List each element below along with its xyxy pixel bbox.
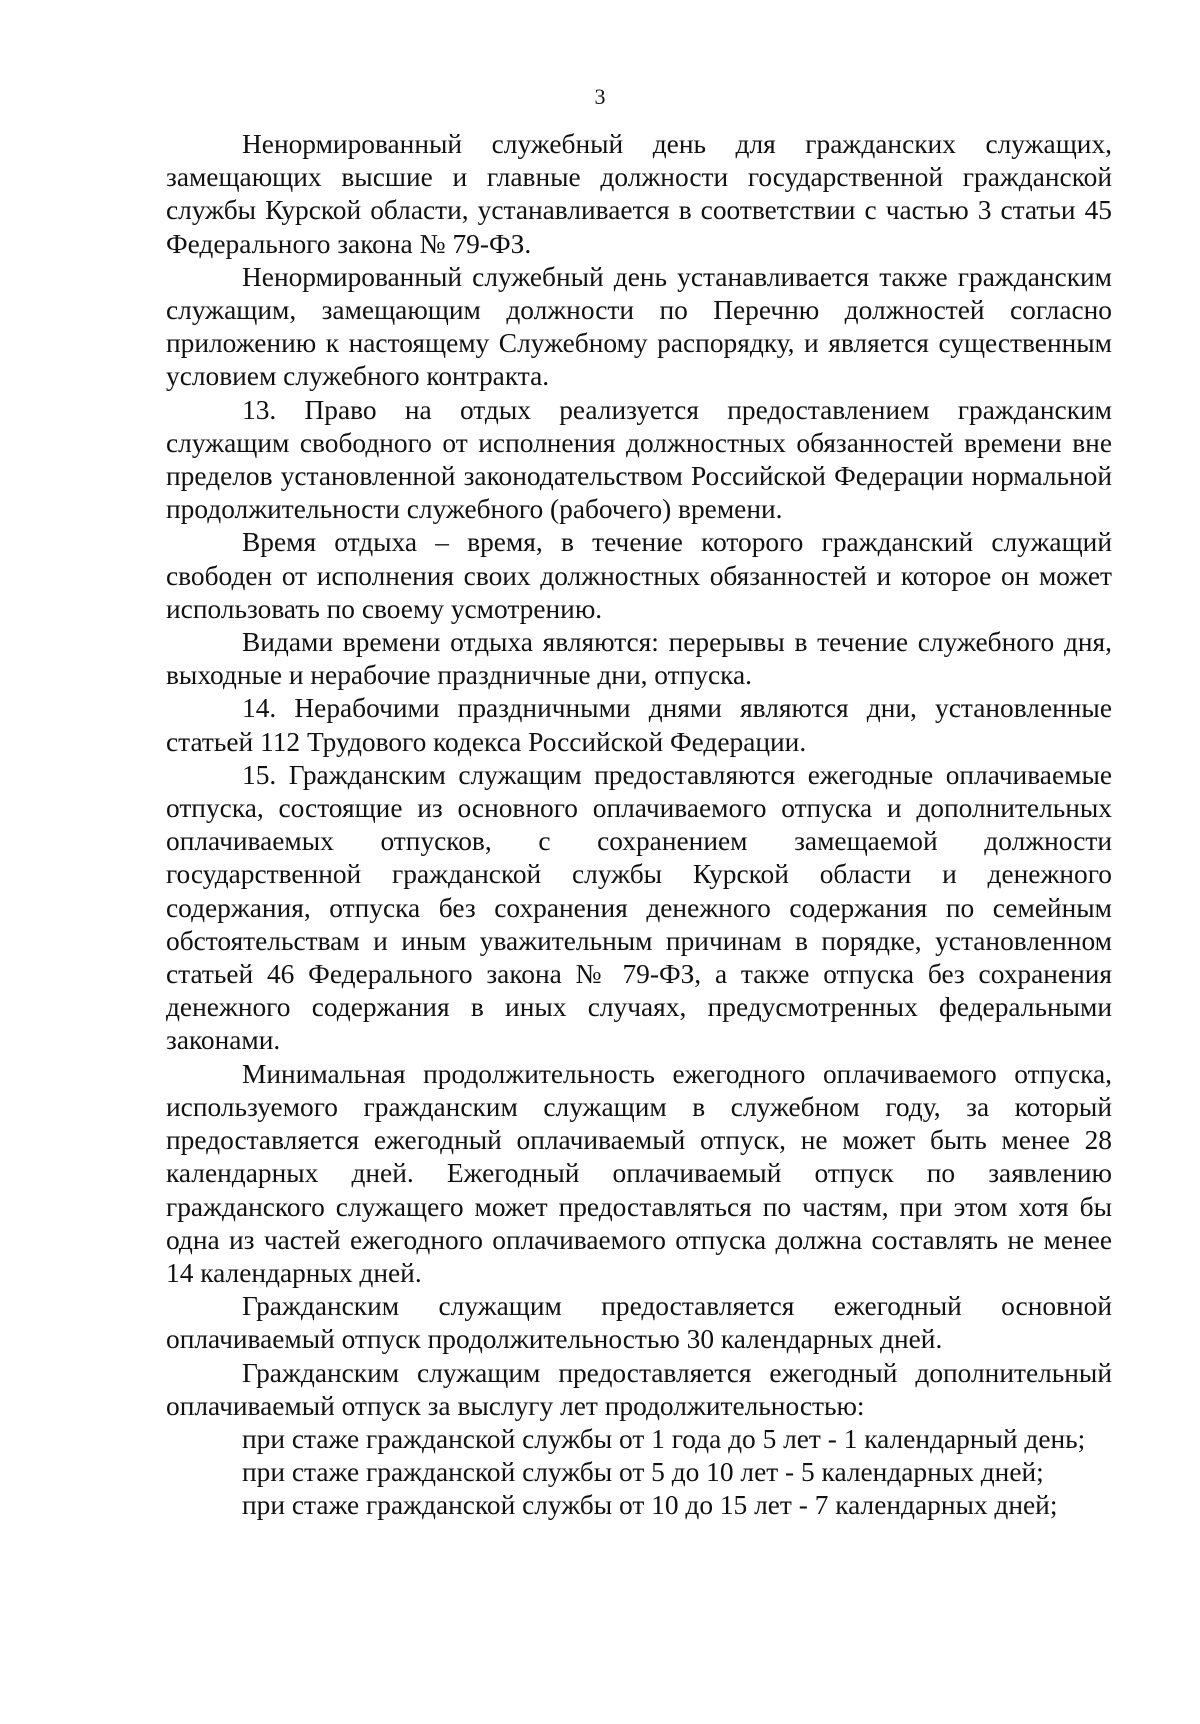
paragraph-irregular-day-list: Ненормированный служебный день устанавливается также гражданским служащим, замещающим должности по Перечню должностей согласно приложению к настоящему Служебному распорядку, и является существенным условием служебного контракта. [166,261,1112,392]
paragraph-15-annual-leave: 15. Гражданским служащим предоставляются ежегодные оплачиваемые отпуска, состоящие из основного оплачиваемого отпуска и дополнительных оплачиваемых отпусков, с сохранением замещаемой должности государственной гражданской службы Курской области и денежного содержания, отпуска без сохранения денежного содержания по семейным обстоятельствам и иным уважительным причинам в порядке, установленном статьей 46 Федерального закона № 79-ФЗ, а также отпуска без сохранения денежного содержания в иных случаях, предусмотренных федеральными законами. [166,759,1112,1056]
paragraph-additional-leave: Гражданским служащим предоставляется ежегодный дополнительный оплачиваемый отпуск за выслугу лет продолжительностью: [166,1357,1112,1421]
paragraph-13-right-to-rest: 13. Право на отдых реализуется предоставлением гражданским служащим свободного от исполнения должностных обязанностей времени вне пределов установленной законодательством Российской Федерации нормальной продолжительности служебного (рабочего) времени. [166,394,1112,525]
list-item-service-10-15: при стаже гражданской службы от 10 до 15 лет - 7 календарных дней; [242,1490,1058,1521]
paragraph-14-holidays: 14. Нерабочими праздничными днями являются дни, установленные статьей 112 Трудового кодекса Российской Федерации. [166,693,1112,757]
document-body [166,128,1112,1523]
page-number: 3 [594,84,606,109]
list-item-service-5-10: при стаже гражданской службы от 5 до 10 лет - 5 календарных дней; [242,1457,1044,1488]
paragraph-minimum-leave: Минимальная продолжительность ежегодного оплачиваемого отпуска, используемого гражданским служащим в служебном году, за который предоставляется ежегодный оплачиваемый отпуск, не может быть менее 28 календарных дней. Ежегодный оплачиваемый отпуск по заявлению гражданского служащего может предоставляться по частям, при этом хотя бы одна из частей ежегодного оплачиваемого отпуска должна составлять не менее 14 календарных дней. [166,1058,1112,1288]
paragraph-rest-time-definition: Время отдыха – время, в течение которого гражданский служащий свободен от исполнения своих должностных обязанностей и которое он может использовать по своему усмотрению. [166,527,1112,624]
list-item-service-1-5: при стаже гражданской службы от 1 года до 5 лет - 1 календарный день; [242,1423,1086,1454]
paragraph-irregular-day-senior: Ненормированный служебный день для гражданских служащих, замещающих высшие и главные должности государственной гражданской службы Курской области, устанавливается в соответствии с частью 3 статьи 45 Федерального закона № 79-ФЗ. [166,129,1112,259]
paragraph-basic-leave: Гражданским служащим предоставляется ежегодный основной оплачиваемый отпуск продолжительностью 30 календарных дней. [166,1291,1112,1355]
paragraph-rest-time-types: Видами времени отдыха являются: перерывы в течение служебного дня, выходные и нерабочие праздничные дни, отпуска. [166,627,1112,691]
